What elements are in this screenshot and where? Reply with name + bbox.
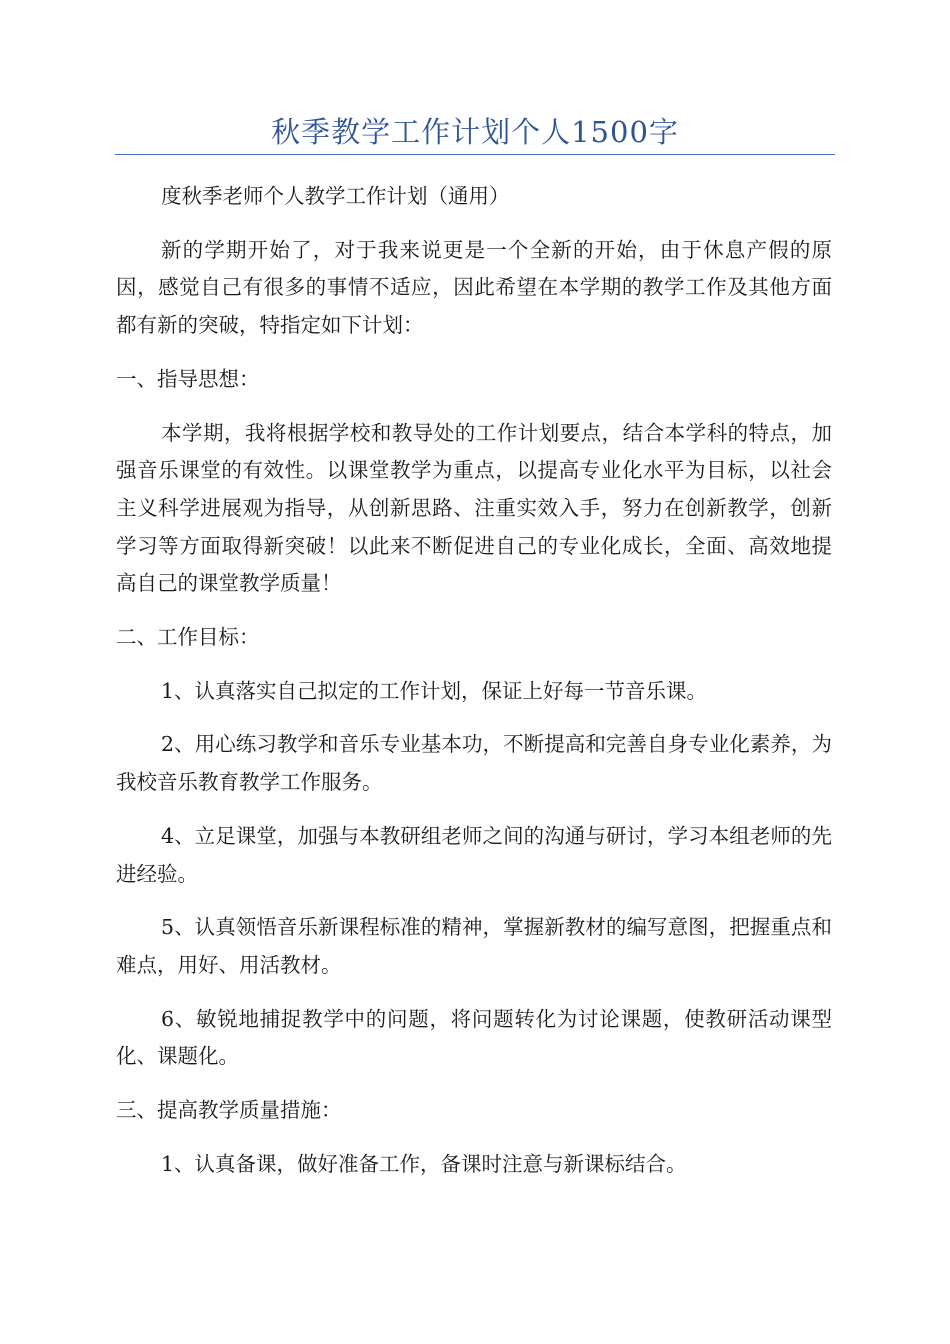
goal-item: 2、用心练习教学和音乐专业基本功，不断提高和完善自身专业化素养，为我校音乐教育教学工作服务。: [116, 732, 832, 795]
document-title: 秋季教学工作计划个人1500字: [271, 115, 679, 149]
goal-item: 1、认真落实自己拟定的工作计划，保证上好每一节音乐课。: [161, 678, 708, 703]
goal-item: 5、认真领悟音乐新课程标准的精神，掌握新教材的编写意图，把握重点和难点，用好、用活教材。: [116, 915, 832, 977]
document-body: [116, 178, 832, 1183]
goal-item: 6、敏锐地捕捉教学中的问题，将问题转化为讨论课题，使教研活动课型化、课题化。: [116, 1006, 832, 1069]
goal-item: 4、立足课堂，加强与本教研组老师之间的沟通与研讨，学习本组老师的先进经验。: [116, 823, 832, 886]
title-underline: [115, 154, 835, 155]
intro-paragraph: 新的学期开始了，对于我来说更是一个全新的开始，由于休息产假的原因，感觉自己有很多的事情不适应，因此希望在本学期的教学工作及其他方面都有新的突破，特指定如下计划：: [116, 237, 832, 338]
section-heading-quality-measures: 三、提高教学质量措施：: [116, 1098, 342, 1123]
subtitle-paragraph: 度秋季老师个人教学工作计划（通用）: [161, 184, 510, 208]
guiding-thought-paragraph: 本学期，我将根据学校和教导处的工作计划要点，结合本学科的特点，加强音乐课堂的有效性。以课堂教学为重点，以提高专业化水平为目标，以社会主义科学进展观为指导，从创新思路、注重实效入手，努力在创新教学，创新学习等方面取得新突破！以此来不断促进自己的专业化成长，全面、高效地提高自己的课堂教学质量！: [116, 420, 832, 596]
section-heading-guiding-thought: 一、指导思想：: [116, 366, 260, 391]
section-heading-work-goals: 二、工作目标：: [116, 625, 260, 650]
measure-item: 1、认真备课，做好准备工作，备课时注意与新课标结合。: [161, 1151, 687, 1176]
